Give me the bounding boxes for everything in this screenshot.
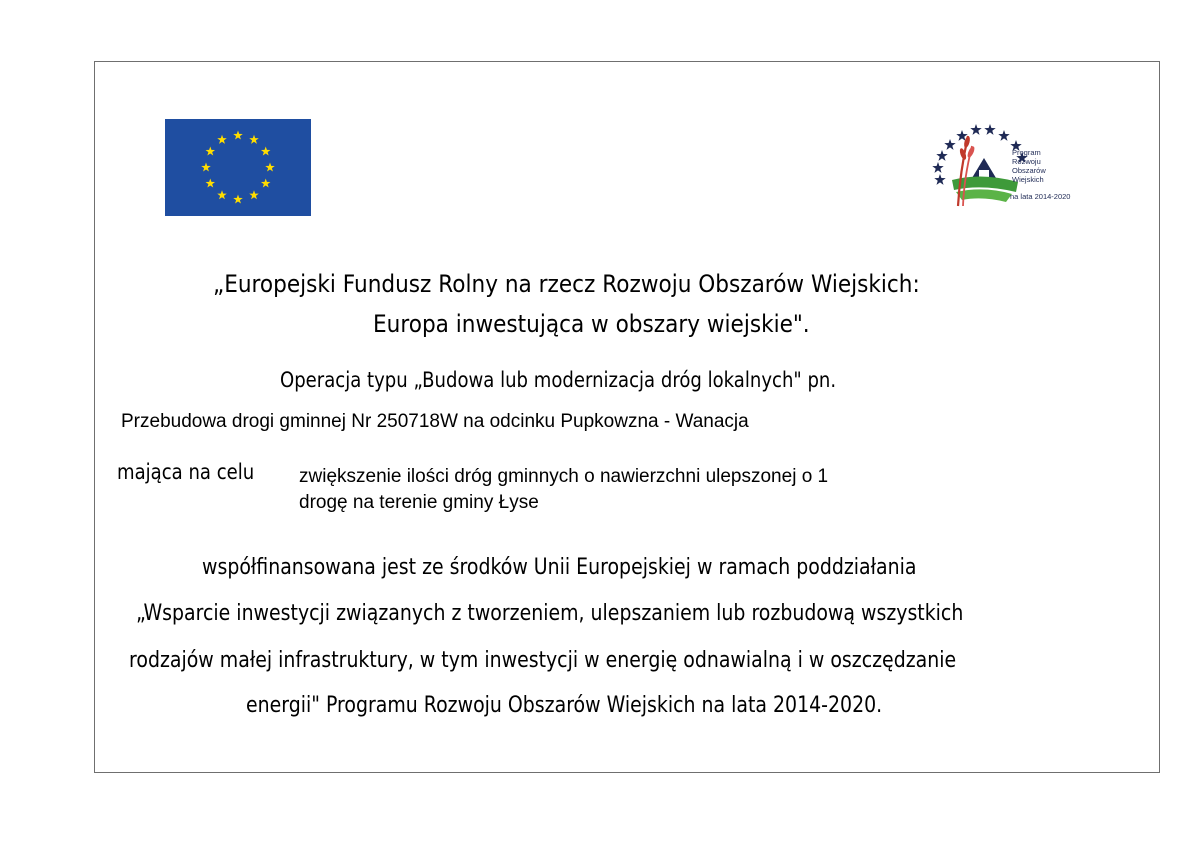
- goal-line-1: zwiększenie ilości dróg gminnych o nawierzchni ulepszonej o 1: [299, 466, 829, 487]
- funding-line-1: współfinansowana jest ze środków Unii Europejskiej w ramach poddziałania: [202, 555, 917, 580]
- funding-line-2: „Wsparcie inwestycji związanych z tworzeniem, ulepszaniem lub rozbudową wszystkich: [136, 601, 964, 626]
- funding-line-3: rodzajów małej infrastruktury, w tym inwestycji w energię odnawialną i w oszczędzanie: [129, 648, 957, 673]
- funding-line-4: energii" Programu Rozwoju Obszarów Wiejskich na lata 2014-2020.: [246, 693, 883, 718]
- goal-label: mająca na celu: [117, 460, 255, 484]
- prow-star-icon: [934, 174, 945, 185]
- prow-star-icon: [970, 124, 981, 135]
- prow-logo-text: [1012, 148, 1046, 184]
- prow-logo-line: Obszarów: [1012, 166, 1046, 175]
- title-line-2: Europa inwestująca w obszary wiejskie".: [373, 310, 810, 338]
- prow-logo-line: Program: [1012, 148, 1041, 157]
- operation-name: Przebudowa drogi gminnej Nr 250718W na odcinku Pupkowzna - Wanacja: [121, 411, 749, 432]
- prow-star-icon: [944, 139, 955, 150]
- goal-line-2: drogę na terenie gminy Łyse: [299, 492, 539, 513]
- prow-star-icon: [932, 162, 943, 173]
- prow-logo-line: Wiejskich: [1012, 175, 1044, 184]
- prow-logo-years: na lata 2014-2020: [1010, 192, 1071, 201]
- title-line-1: „Europejski Fundusz Rolny na rzecz Rozwoju Obszarów Wiejskich:: [213, 270, 920, 298]
- prow-star-icon: [936, 150, 947, 161]
- eu-flag-logo: [165, 119, 311, 216]
- prow-logo-line: Rozwoju: [1012, 157, 1041, 166]
- prow-star-icon: [998, 130, 1009, 141]
- operation-line: Operacja typu „Budowa lub modernizacja dróg lokalnych" pn.: [280, 368, 837, 392]
- prow-star-icon: [984, 124, 995, 135]
